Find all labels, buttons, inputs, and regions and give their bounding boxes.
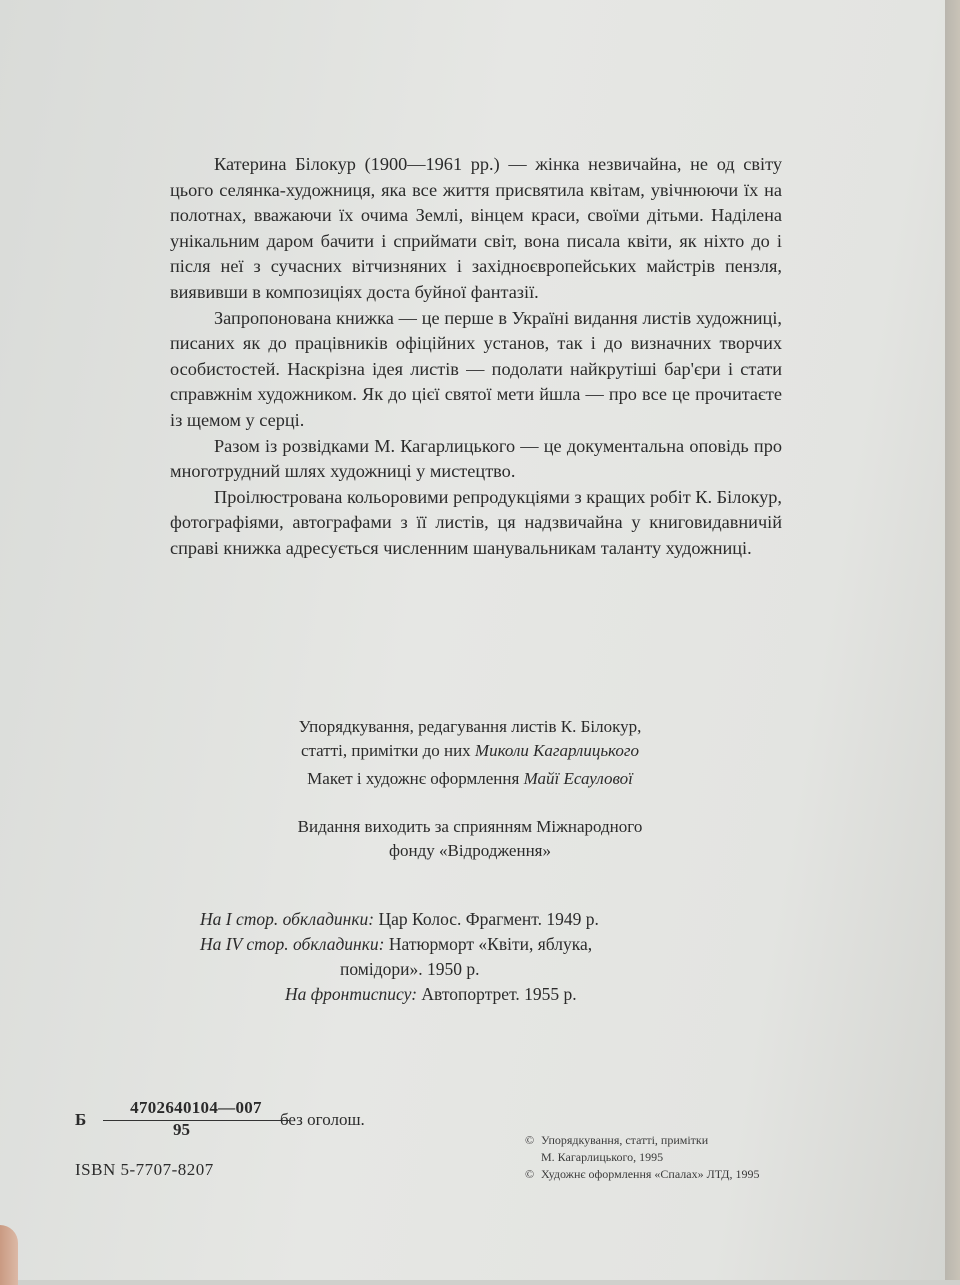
support-line-1: Видання виходить за сприянням Міжнародного: [297, 817, 643, 836]
copyright-text-1: Упорядкування, статті, примітки: [541, 1133, 709, 1147]
biblio-letter: Б: [75, 1110, 87, 1129]
thumb: [0, 1225, 18, 1285]
compiler-credit: [170, 715, 770, 763]
support-line-2: фонду «Відродження»: [389, 841, 551, 860]
annotation-text: [170, 152, 782, 562]
layout-credit: [170, 767, 770, 791]
copyright-line-2: М. Кагарлицького, 1995: [541, 1150, 664, 1164]
front-cover-note: [200, 907, 760, 932]
annotation-paragraph-3: Разом із розвідками М. Кагарлицького — це документальна оповідь про многотрудний шлях художниці у мистецтво.: [170, 435, 782, 482]
layout-name: Майї Есаулової: [523, 769, 633, 788]
cover-notes: [200, 907, 760, 1007]
copyright-line-1: [525, 1132, 759, 1149]
biblio-note: без оголош.: [280, 1110, 365, 1129]
copyright-line-3: [525, 1166, 759, 1183]
copyright-symbol-1: ©: [525, 1133, 535, 1147]
frontispiece-value: Автопортрет. 1955 р.: [421, 984, 577, 1004]
front-cover-value: Цар Колос. Фрагмент. 1949 р.: [378, 909, 599, 929]
isbn: ISBN 5-7707-8207: [75, 1160, 214, 1179]
support-credit: [170, 815, 770, 863]
annotation-paragraph-1: Катерина Білокур (1900—1961 рр.) — жінка незвичайна, не од світу цього селянка-художниця, яка все життя присвятила квітам, увічнюючи їх на полотнах, вважаючи їх очима Землі, вінцем краси, своїми дітьми. Наділена унікальним даром бачити і сприймати світ, вона писала квіти, як ніхто до і після неї з сучасних вітчизняних і західноєвропейських майстрів пензля, виявивши в композиціях доста буйної фантазії.: [170, 154, 782, 302]
biblio-numerator: 4702640104—007: [103, 1098, 289, 1121]
compiler-line-1: Упорядкування, редагування листів К. Білокур,: [298, 717, 642, 736]
copyright-block: [525, 1132, 759, 1183]
front-cover-label: На І стор. обкладинки:: [200, 909, 375, 929]
compiler-text: статті, примітки до них: [300, 741, 471, 760]
page-edge: [945, 0, 960, 1280]
back-cover-value: Натюрморт «Квіти, яблука,: [388, 934, 593, 954]
layout-text: Макет і художнє оформлення: [307, 769, 520, 788]
biblio-denominator: 95: [173, 1120, 190, 1139]
frontispiece-label: На фронтиспису:: [285, 984, 418, 1004]
back-cover-label: На IV стор. обкладинки:: [200, 934, 385, 954]
frontispiece-note: [200, 982, 760, 1007]
annotation-paragraph-4: Проілюстрована кольоровими репродукціями з кращих робіт К. Білокур, фотографіями, автографами з її листів, ця надзвичайна у книговидавничій справі книжка адресується численним шанувальникам таланту художниці.: [170, 486, 782, 558]
back-cover-note-cont: помідори». 1950 р.: [340, 959, 480, 979]
annotation-paragraph-2: Запропонована книжка — це перше в Україні видання листів художниці, писаних як до працівників офіційних установ, так і до визначних творчих особистостей. Наскрізна ідея листів — подолати найкрутіші бар'єри і стати справжнім художником. Як до цієї святої мети йшла — про все це прочитаєте із щемом у серці.: [170, 307, 782, 430]
copyright-symbol-2: ©: [525, 1167, 535, 1181]
copyright-text-3: Художнє оформлення «Спалах» ЛТД, 1995: [541, 1167, 760, 1181]
compiler-name: Миколи Кагарлицького: [474, 741, 639, 760]
compiler-line-2: [170, 739, 770, 763]
back-cover-note: [200, 932, 760, 957]
